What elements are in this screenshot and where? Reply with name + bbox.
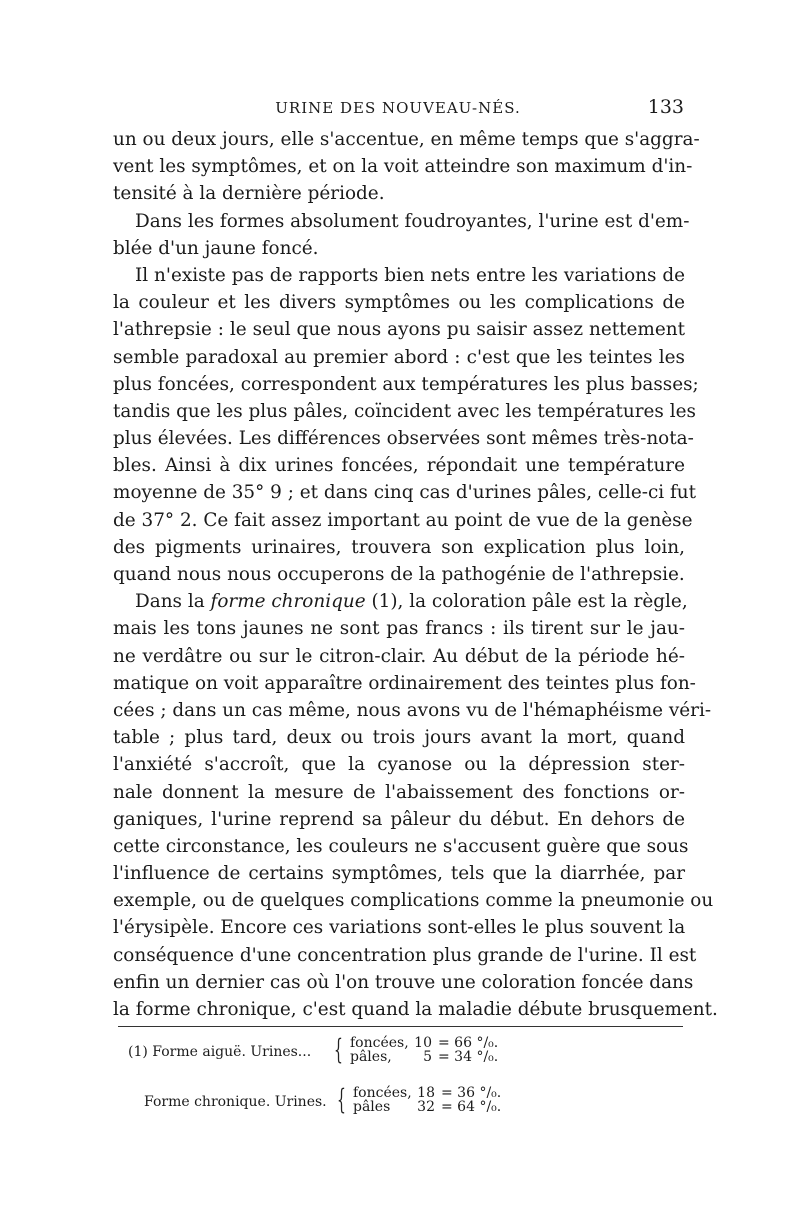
text-line: un ou deux jours, elle s'accentue, en même temps que s'aggra-: [113, 129, 700, 150]
text-line: table ; plus tard, deux ou trois jours avant la mort, quand: [113, 727, 685, 749]
page-header: [112, 96, 684, 120]
text-line: tensité à la dernière période.: [113, 183, 385, 205]
text-line: l'influence de certains symptômes, tels que la diarrhée, par: [113, 863, 685, 885]
text-line: cette circonstance, les couleurs ne s'accusent guère que sous: [113, 835, 689, 857]
footnote-values: foncées, 18 = 36 °/₀. pâles 32 = 64 °/₀.: [353, 1085, 502, 1115]
text-line: enfin un dernier cas où l'on trouve une coloration foncée dans: [113, 971, 694, 993]
text-line: l'érysipèle. Encore ces variations sont-elles le plus souvent la: [113, 917, 686, 939]
text-line: vent les symptômes, et on la voit atteindre son maximum d'in-: [113, 156, 693, 178]
text-line: l'athrepsie : le seul que nous ayons pu saisir assez nettement: [113, 319, 685, 341]
footnote-divider: [118, 1026, 683, 1027]
text-line: Il n'existe pas de rapports bien nets entre les variations de: [135, 264, 685, 286]
italic-term: forme chronique: [210, 591, 366, 613]
body-text: [113, 126, 718, 1023]
text-line: quand nous nous occuperons de la pathogénie de l'athrepsie.: [113, 564, 685, 585]
text-line: la couleur et les divers symptômes ou les complications de: [113, 292, 685, 314]
text-line: cées ; dans un cas même, nous avons vu de l'hémaphéisme véri-: [113, 699, 712, 721]
text-line: plus élevées. Les différences observées sont mêmes très-nota-: [113, 428, 694, 450]
text-line: exemple, ou de quelques complications comme la pneumonie ou: [113, 890, 714, 912]
brace-icon: {: [337, 1083, 346, 1116]
footnote: [118, 1033, 718, 1116]
text-line: blée d'un jaune foncé.: [113, 237, 319, 259]
footnote-label: Forme chronique. Urines.: [144, 1094, 327, 1110]
page-number: 133: [647, 96, 684, 118]
text-line: tandis que les plus pâles, coïncident avec les températures les: [113, 400, 696, 422]
text-line: Dans les formes absolument foudroyantes, l'urine est d'em-: [135, 210, 690, 232]
footnote-row-chronic: [118, 1083, 718, 1116]
text-line: l'anxiété s'accroît, que la cyanose ou la dépression ster-: [113, 754, 685, 776]
text-line: des pigments urinaires, trouvera son explication plus loin,: [113, 536, 685, 558]
text-line: matique on voit apparaître ordinairement des teintes plus fon-: [113, 672, 696, 694]
footnote-row-acute: [118, 1033, 718, 1066]
text-line: de 37° 2. Ce fait assez important au point de vue de la genèse: [113, 509, 693, 531]
footnote-label: (1) Forme aiguë. Urines...: [128, 1044, 312, 1060]
brace-icon: {: [334, 1033, 343, 1066]
text-line: bles. Ainsi à dix urines foncées, répondait une température: [113, 455, 685, 477]
text-line: moyenne de 35° 9 ; et dans cinq cas d'urines pâles, celle-ci fut: [113, 482, 697, 504]
text-line: ne verdâtre ou sur le citron-clair. Au début de la période hé-: [113, 645, 685, 667]
text-line: semble paradoxal au premier abord : c'est que les teintes les: [113, 346, 685, 368]
text-line: mais les tons jaunes ne sont pas francs : ils tirent sur le jau-: [113, 618, 685, 640]
running-title: URINE DES NOUVEAU-NÉS.: [275, 99, 521, 117]
text-line: plus foncées, correspondent aux températures les plus basses;: [113, 373, 699, 395]
text-line: ganiques, l'urine reprend sa pâleur du début. En dehors de: [113, 808, 685, 830]
text-line: nale donnent la mesure de l'abaissement des fonctions or-: [113, 781, 685, 803]
text-line: conséquence d'une concentration plus grande de l'urine. Il est: [113, 944, 697, 966]
footnote-values: foncées, 10 = 66 °/₀. pâles, 5 = 34 °/₀.: [350, 1035, 499, 1065]
text-line: Dans la forme chronique (1), la coloration pâle est la règle,: [135, 591, 688, 613]
text-line: la forme chronique, c'est quand la maladie débute brusquement.: [113, 999, 718, 1020]
